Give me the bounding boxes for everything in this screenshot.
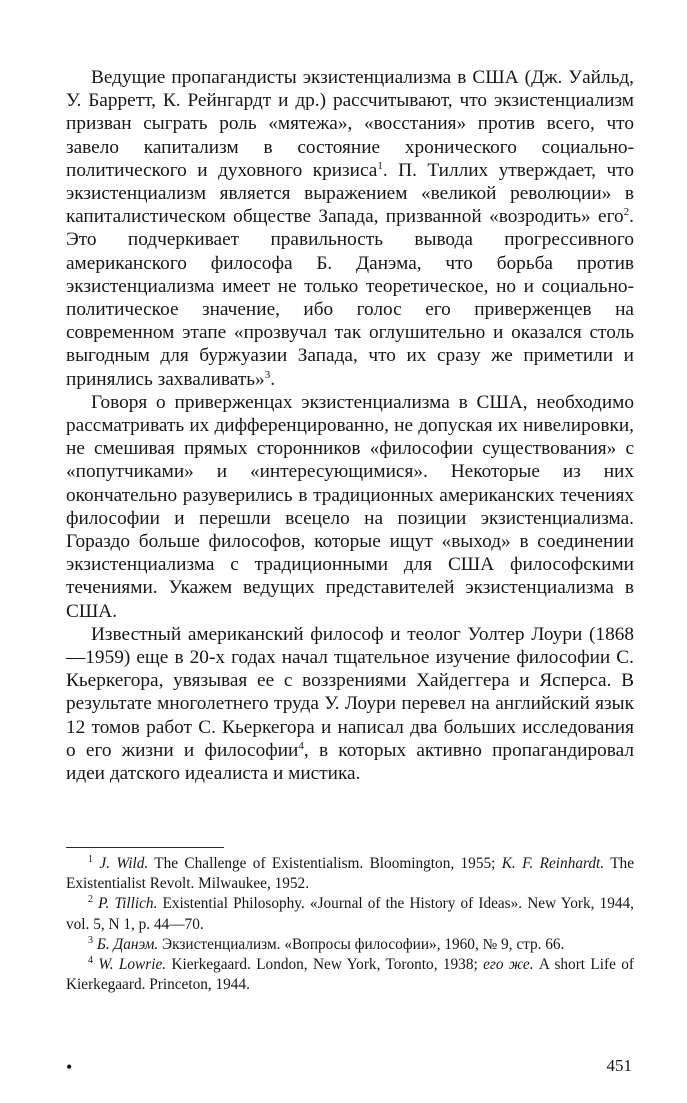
cited-author: J. Wild.	[99, 855, 149, 872]
footnote-number: 3	[88, 934, 93, 946]
text-run: Говоря о приверженцах экзистенциализма в США, необходимо рассматривать их дифференцированно, не допуская их нивелировки, не смешивая прямых сторонников «философии существования» с «попутчиками» и «интересующимися». Некоторые из них окончательно разуверились в традиционных американских течениях философии и перешли всецело на позиции экзистенциализма. Гораздо больше философов, которые ищут «выход» в соединении экзистенциализма с традиционными для США философскими течениями. Укажем ведущих представителей экзистенциализма в США.	[66, 391, 634, 622]
text-run: Известный американский философ и теолог Уолтер Лоури (1868—1959) еще в 20-х годах начал тщательное изучение философии С. Кьеркегора, увязывая ее с воззрениями Хайдеггера и Ясперса. В результате многолетнего труда У. Лоури перевел на английский язык 12 томов работ С. Кьеркегора и написал два больших исследования о его жизни и философии	[66, 623, 634, 761]
text-run: , в которых активно пропагандировал идеи датского идеалиста и мистика.	[66, 739, 634, 785]
footnote-reference: 2	[623, 206, 630, 219]
footnote-number: 2	[88, 894, 93, 906]
text-run: . Это подчеркивает правильность вывода прогрессивного американского философа Б. Данэма, что борьба против экзистенциализма имеет не только теоретическое, но и социально-политическое значение, ибо голос его приверженцев на современном этапе «прозвучал так оглушительно и оказался столь выгодным для буржуазии Запада, что их сразу же приметили и принялись захваливать»	[66, 206, 634, 390]
text-run: . П. Тиллих утверждает, что экзистенциализм является выражением «великой революции» в капиталистическом обществе Запада, призванной «возродить» его	[66, 159, 634, 228]
cited-author: W. Lowrie.	[98, 956, 167, 974]
text-run: The Existentialist Revolt. Milwaukee, 1952.	[66, 855, 634, 893]
text-run: The Challenge of Existentialism. Bloomington, 1955;	[148, 855, 502, 872]
footnotes	[66, 854, 634, 995]
cited-author: его же.	[483, 956, 534, 974]
text-run: Экзистенциализм. «Вопросы философии», 1960, № 9, стр. 66.	[158, 935, 565, 953]
text-run: A short Life of Kierkegaard. Princeton, 1944.	[66, 956, 635, 994]
footnote-reference: 4	[298, 739, 304, 752]
paragraph	[66, 391, 634, 623]
text-run: Kierkegaard. London, New York, Toronto, 1938;	[166, 956, 484, 974]
signature-mark: •	[66, 1057, 73, 1077]
page-number: 451	[606, 1056, 632, 1075]
paragraph	[66, 66, 634, 391]
footnote-reference: 3	[264, 368, 271, 381]
footnote-number: 1	[88, 854, 93, 865]
cited-author: P. Tillich.	[98, 895, 158, 913]
footnote	[66, 935, 634, 955]
main-text	[66, 66, 634, 785]
paragraph	[66, 623, 634, 785]
text-run: Existential Philosophy. «Journal of the History of Ideas». New York, 1944, vol. 5, N 1, p. 44—70.	[66, 895, 634, 933]
footnote	[66, 854, 634, 894]
text-run: Ведущие пропагандисты экзистенциализма в США (Дж. Уайльд, У. Барретт, К. Рейнгардт и др.) рассчитывают, что экзистенциализм призван сыграть роль «мятежа», «восстания» против всего, что завело капитализм в состояние хронического социально-политического и духовного кризиса	[66, 67, 634, 181]
footnote	[66, 894, 634, 934]
footnote-number: 4	[88, 955, 93, 967]
cited-author: Б. Данэм.	[96, 935, 159, 953]
footnote	[66, 955, 634, 995]
cited-author: K. F. Reinhardt.	[501, 855, 605, 872]
text-run: .	[270, 368, 276, 390]
footnote-reference: 1	[377, 159, 383, 172]
footnote-divider	[66, 847, 224, 848]
